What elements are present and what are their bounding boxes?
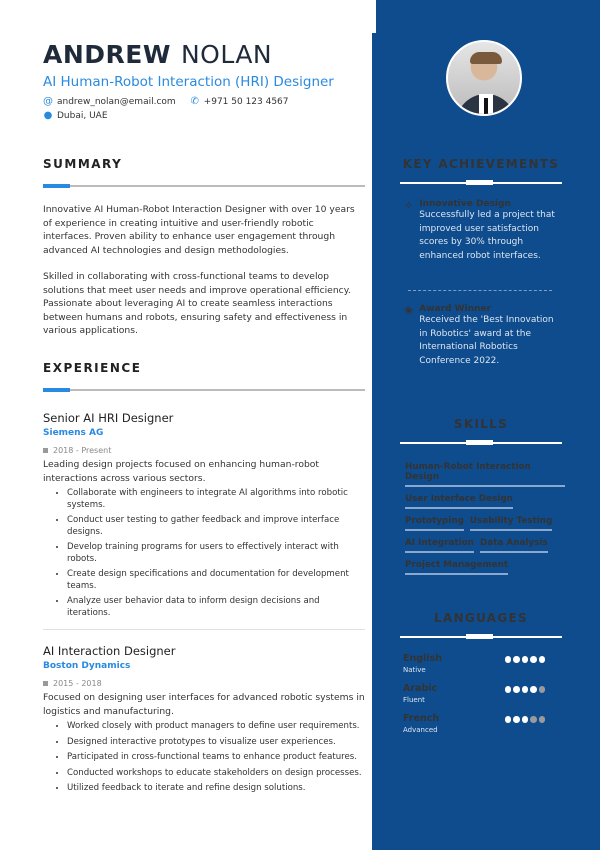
bullet-item: • Conducted workshops to educate stakeholders on design processes. (67, 768, 365, 780)
divider (43, 389, 365, 391)
language-name: French (403, 713, 440, 724)
rating-dot (522, 656, 529, 663)
skill-tag: Project Management (405, 560, 508, 575)
languages-heading: LANGUAGES (434, 611, 528, 625)
language-item (403, 683, 545, 704)
rating-dot (505, 686, 512, 693)
rating-dot (539, 686, 546, 693)
language-item (403, 653, 545, 674)
skills-heading: SKILLS (453, 417, 509, 431)
location: Dubai, UAE (57, 110, 108, 121)
company-name: Siemens AG (43, 428, 104, 438)
rating-dot (505, 716, 512, 723)
location-pin-icon: ● (43, 110, 53, 121)
divider (43, 629, 365, 630)
summary-heading: SUMMARY (43, 157, 123, 171)
skill-tag: AI Integration (405, 538, 474, 553)
language-rating (505, 656, 546, 674)
language-rating (505, 686, 546, 704)
bullet-item: • Develop training programs for users to effectively interact with robots. (67, 542, 365, 565)
bullet-item: • Designed interactive prototypes to visualize user experiences. (67, 737, 365, 749)
achievement-item: ✧ Innovative Design Successfully led a project that improved user satisfaction scores by 30% through enhanced robot interfaces. (404, 199, 564, 263)
summary-section (43, 157, 365, 338)
language-level: Advanced (403, 726, 438, 734)
rating-dot (522, 686, 529, 693)
summary-text: Innovative AI Human-Robot Interaction Designer with over 10 years of experience in creating intuitive and user-friendly robotic interfaces. Proven ability to enhance user engagement through advanced AI technologies and design methodologies. (43, 204, 355, 256)
language-level: Native (403, 666, 426, 674)
skill-tag: Usability Testing (470, 516, 552, 531)
divider (400, 182, 562, 184)
job-role: Senior AI HRI Designer (43, 411, 174, 425)
job-dates: 2015 - 2018 (43, 679, 365, 688)
dashed-divider (408, 290, 552, 291)
rating-dot (513, 656, 520, 663)
job-entry (43, 411, 365, 630)
phone-icon: ✆ (190, 96, 199, 107)
email[interactable]: andrew_nolan@email.com (57, 96, 176, 107)
divider (400, 442, 562, 444)
location-row (43, 110, 108, 121)
job-bullets (67, 721, 365, 795)
language-name: Arabic (403, 683, 438, 694)
skill-tag: User Interface Design (405, 494, 513, 509)
experience-heading: EXPERIENCE (43, 361, 142, 375)
summary-text: Skilled in collaborating with cross-functional teams to develop solutions that meet user needs and improve operational efficiency. Passionate about leveraging AI to create seamless interactions between humans and robots, ensuring safety and effectiveness in various applications. (43, 271, 351, 336)
job-entry (43, 644, 365, 795)
achievement-item: ❀ Award Winner Received the 'Best Innovation in Robotics' award at the International Robotics Conference 2022. (404, 304, 564, 368)
rating-dot (513, 716, 520, 723)
rating-dot (539, 656, 546, 663)
candidate-name: ANDREW NOLAN (43, 40, 273, 69)
job-title: AI Human-Robot Interaction (HRI) Designer (43, 74, 334, 90)
bullet-item: • Participated in cross-functional teams to enhance product features. (67, 752, 365, 764)
rating-dot (513, 686, 520, 693)
rating-dot (530, 656, 537, 663)
skill-tag: Prototyping (405, 516, 464, 531)
language-rating (505, 716, 546, 734)
rating-dot (505, 656, 512, 663)
achievements-heading: KEY ACHIEVEMENTS (402, 157, 560, 171)
language-name: English (403, 653, 442, 664)
language-level: Fluent (403, 696, 425, 704)
bullet-item: • Worked closely with product managers to define user requirements. (67, 721, 365, 733)
bullet-item: • Create design specifications and documentation for development teams. (67, 569, 365, 592)
rating-dot (522, 716, 529, 723)
sidebar-edge (372, 33, 376, 850)
skill-tag: Data Analysis (480, 538, 548, 553)
profile-photo (446, 40, 522, 116)
job-summary: Leading design projects focused on enhancing human-robot interactions across various sectors. (43, 459, 320, 484)
job-dates: 2018 - Present (43, 446, 365, 455)
skill-tag: Human-Robot Interaction Design (405, 462, 565, 487)
bullet-item: • Collaborate with engineers to integrate AI algorithms into robotic systems. (67, 488, 365, 511)
job-bullets (67, 488, 365, 619)
rating-dot (539, 716, 546, 723)
award-icon: ❀ (404, 304, 414, 317)
phone[interactable]: +971 50 123 4567 (203, 96, 289, 107)
language-item (403, 713, 545, 734)
divider (43, 185, 365, 187)
divider (400, 636, 562, 638)
experience-section (43, 361, 365, 799)
job-role: AI Interaction Designer (43, 644, 176, 658)
bullet-item: • Conduct user testing to gather feedback and improve interface designs. (67, 515, 365, 538)
bullet-item: • Analyze user behavior data to inform design decisions and iterations. (67, 596, 365, 619)
contact-row (43, 96, 289, 107)
bullet-item: • Utilized feedback to iterate and refine design solutions. (67, 783, 365, 795)
sparkle-icon: ✧ (404, 199, 414, 212)
rating-dot (530, 716, 537, 723)
company-name: Boston Dynamics (43, 661, 131, 671)
skills-list (405, 462, 565, 582)
at-icon: @ (43, 96, 53, 107)
rating-dot (530, 686, 537, 693)
job-summary: Focused on designing user interfaces for advanced robotic systems in logistics and manufacturing. (43, 692, 365, 717)
